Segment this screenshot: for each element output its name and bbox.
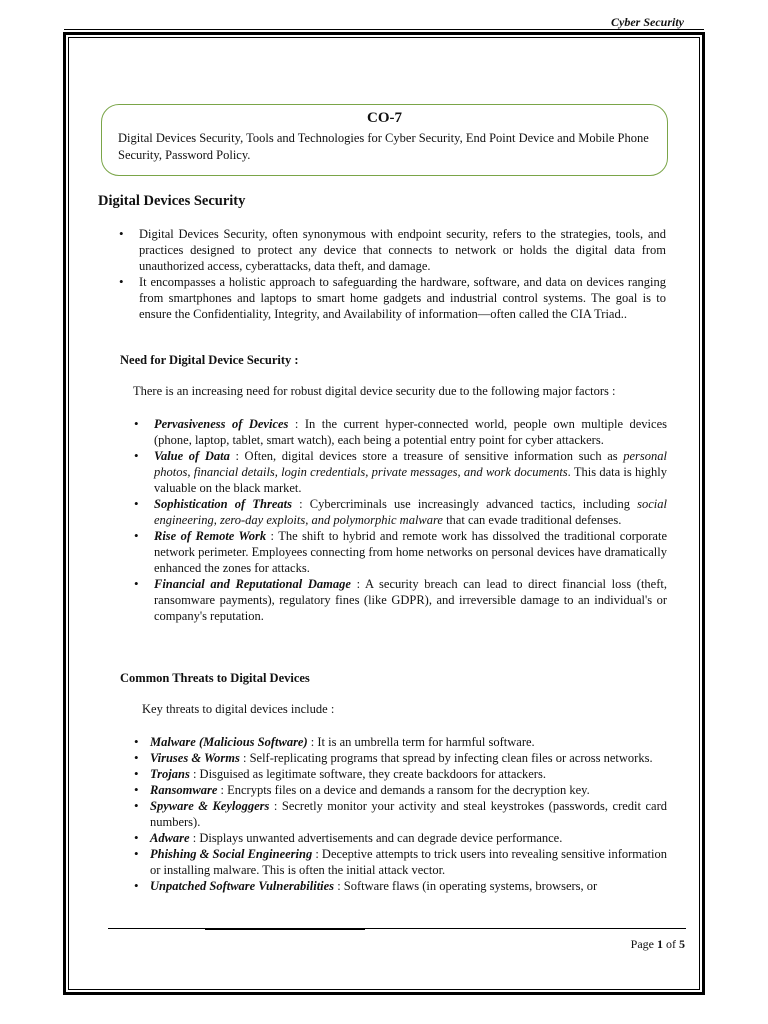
list-item (128, 496, 667, 528)
course-outcome-title: CO-7 (367, 110, 402, 126)
item-text: : Self-replicating programs that spread by infecting clean files or across networks. (239, 751, 653, 765)
item-term: Unpatched Software Vulnerabilities (150, 879, 335, 893)
item-text: : Cybercriminals use increasingly advanced tactics, including (291, 497, 638, 511)
need-intro: There is an increasing need for robust digital device security due to the following major factors : (133, 384, 616, 398)
header-rule (64, 29, 704, 30)
item-text: : It is an umbrella term for harmful software. (307, 735, 535, 749)
page-total: 5 (679, 937, 685, 951)
item-text: : Secretly monitor your activity and steal keystrokes (passwords, credit card numbers). (150, 799, 667, 829)
item-italic: personal photos, financial details, login credentials, private messages, and work documents (154, 449, 667, 479)
item-text-end: . This data is highly valuable on the black market. (154, 465, 667, 495)
list-item (128, 750, 667, 766)
item-term: Spyware & Keyloggers (150, 799, 270, 813)
list-item (128, 734, 667, 750)
item-italic: social engineering, zero-day exploits, and polymorphic malware (154, 497, 667, 527)
list-item (128, 798, 667, 830)
item-term: Ransomware (150, 783, 218, 797)
page-word: Page (630, 937, 654, 951)
list-item (128, 878, 667, 894)
threats-intro: Key threats to digital devices include : (142, 702, 335, 716)
list-item (128, 528, 667, 576)
item-term: Value of Data (154, 449, 230, 463)
item-text: : Disguised as legitimate software, they create backdoors for attackers. (189, 767, 546, 781)
list-item (128, 830, 667, 846)
item-text: : Software flaws (in operating systems, browsers, or (334, 879, 598, 893)
list-item (128, 782, 667, 798)
item-term: Sophistication of Threats (154, 497, 292, 511)
of-word: of (666, 937, 676, 951)
header-label: Cyber Security (611, 15, 684, 29)
item-term: Viruses & Worms (150, 751, 240, 765)
intro-bullet-list (113, 226, 666, 322)
course-outcome-box (101, 104, 668, 176)
item-text: : In the current hyper-connected world, people own multiple devices (phone, laptop, tablet, smart watch), each being a potential entry point for cyber attackers. (154, 417, 667, 447)
page-current: 1 (657, 937, 663, 951)
threats-heading: Common Threats to Digital Devices (120, 671, 310, 685)
list-item: • It encompasses a holistic approach to safeguarding the hardware, software, and data on devices ranging from smartphones and laptops to smart home gadgets and industrial control systems. The goal is to ensure the Confidentiality, Integrity, and Availability of information—often called the CIA Triad.. (113, 274, 666, 322)
item-text: : The shift to hybrid and remote work has dissolved the traditional corporate network perimeter. Employees connecting from home networks on personal devices have dramatically enhanced the zones for attacks. (154, 529, 667, 575)
item-text: : A security breach can lead to direct financial loss (theft, ransomware payments), regulatory fines (like GDPR), and irreversible damage to an individual's or company's reputation. (154, 577, 667, 623)
list-item (128, 448, 667, 496)
need-heading: Need for Digital Device Security : (120, 353, 299, 367)
item-term: Malware (Malicious Software) (150, 735, 308, 749)
list-item (128, 766, 667, 782)
footer-rule-accent (205, 928, 365, 930)
course-outcome-text: Digital Devices Security, Tools and Technologies for Cyber Security, End Point Device and Mobile Phone Security, Password Policy. (118, 131, 649, 162)
item-term: Adware (150, 831, 190, 845)
list-item (128, 576, 667, 624)
list-item: • Digital Devices Security, often synonymous with endpoint security, refers to the strategies, tools, and practices designed to protect any device that connects to network or holds the digital data from unauthorized access, cyberattacks, data theft, and damage. (113, 226, 666, 274)
need-factor-list (128, 416, 667, 624)
page-number (631, 937, 685, 952)
item-term: Phishing & Social Engineering (150, 847, 313, 861)
item-text: : Displays unwanted advertisements and can degrade device performance. (189, 831, 563, 845)
threats-list (128, 734, 667, 894)
section-title: Digital Devices Security (98, 193, 246, 209)
item-term: Trojans (150, 767, 190, 781)
list-item (128, 416, 667, 448)
footer-rule (108, 928, 686, 929)
list-item (128, 846, 667, 878)
item-text-end: that can evade traditional defenses. (442, 513, 622, 527)
item-term: Financial and Reputational Damage (154, 577, 351, 591)
item-term: Pervasiveness of Devices (154, 417, 289, 431)
item-text: : Encrypts files on a device and demands a ransom for the decryption key. (217, 783, 590, 797)
item-text: : Deceptive attempts to trick users into revealing sensitive information or installing malware. This is often the initial attack vector. (150, 847, 667, 877)
item-text: : Often, digital devices store a treasure of sensitive information such as (229, 449, 624, 463)
item-term: Rise of Remote Work (154, 529, 267, 543)
